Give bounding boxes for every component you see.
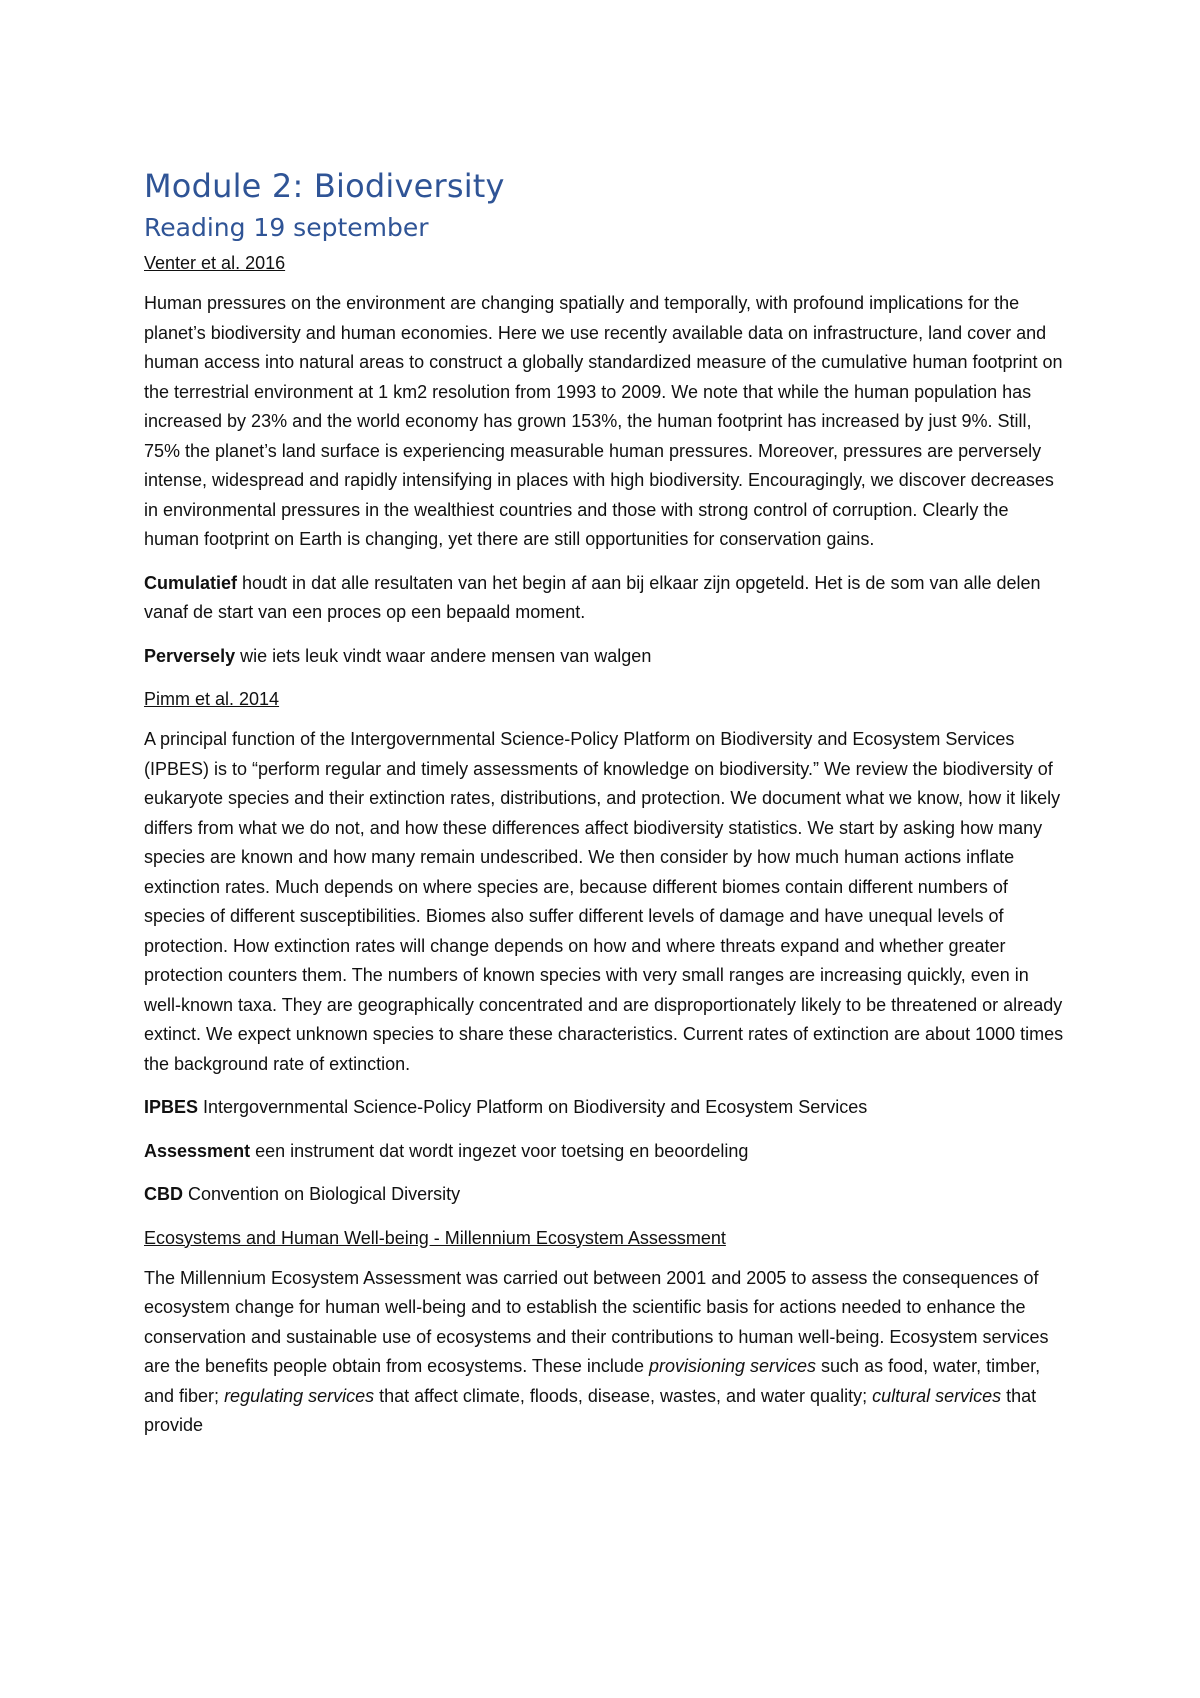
term-definition: een instrument dat wordt ingezet voor toetsing en beoordeling xyxy=(250,1140,749,1161)
term-cumulatief xyxy=(144,569,1064,628)
mea-text-2: such as food, water, timber, and fiber; xyxy=(144,1356,1041,1406)
term-cbd xyxy=(144,1180,1064,1210)
term-definition: houdt in dat alle resultaten van het begin af aan bij elkaar zijn opgeteld. Het is de som van alle delen vanaf de start van een proces op een bepaald moment. xyxy=(144,572,1041,622)
document-title: Module 2: Biodiversity xyxy=(144,167,505,205)
mea-text-4: that provide xyxy=(144,1385,1037,1435)
abstract-venter: Human pressures on the environment are changing spatially and temporally, with profound implications for the planet’s biodiversity and human economies. Here we use recently available data on infrastructure, land cover and human access into natural areas to construct a globally standardized measure of the cumulative human footprint on the terrestrial environment at 1 km2 resolution from 1993 to 2009. We note that while the human population has increased by 23% and the world economy has grown 153%, the human footprint has increased by just 9%. Still, 75% the planet’s land surface is experiencing measurable human pressures. Moreover, pressures are perversely intense, widespread and rapidly intensifying in places with high biodiversity. Encouragingly, we discover decreases in environmental pressures in the wealthiest countries and those with strong control of corruption. Clearly the human footprint on Earth is changing, yet there are still opportunities for conservation gains. xyxy=(144,293,1063,549)
term-label: Perversely xyxy=(144,645,236,666)
mea-italic-cultural: cultural services xyxy=(872,1385,1002,1406)
section-heading-mea: Ecosystems and Human Well-being - Millennium Ecosystem Assessment xyxy=(144,1227,726,1248)
mea-text-1: The Millennium Ecosystem Assessment was carried out between 2001 and 2005 to assess the consequences of ecosystem change for human well-being and to establish the scientific basis for actions needed to enhance the conservation and sustainable use of ecosystems and their contributions to human well-being. Ecosystem services are the benefits people obtain from ecosystems. These include xyxy=(144,1267,1049,1376)
term-label: CBD xyxy=(144,1184,183,1204)
term-definition: Convention on Biological Diversity xyxy=(183,1184,461,1204)
section-heading-pimm: Pimm et al. 2014 xyxy=(144,689,280,709)
term-assessment xyxy=(144,1137,1064,1167)
term-definition: wie iets leuk vindt waar andere mensen van walgen xyxy=(235,645,652,666)
term-label: Assessment xyxy=(144,1140,251,1161)
mea-italic-regulating: regulating services xyxy=(224,1385,375,1406)
mea-italic-provisioning: provisioning services xyxy=(648,1356,817,1376)
term-label: IPBES xyxy=(144,1097,199,1117)
section-heading-venter: Venter et al. 2016 xyxy=(144,253,286,273)
abstract-pimm: A principal function of the Intergovernmental Science-Policy Platform on Biodiversity and Ecosystem Services (IPBES) is to “perform regular and timely assessments of knowledge on biodiversity.” We review the biodiversity of eukaryote species and their extinction rates, distributions, and protection. We document what we know, how it likely differs from what we do not, and how these differences affect biodiversity statistics. We start by asking how many species are known and how many remain undescribed. We then consider by how much human actions inflate extinction rates. Much depends on where species are, because different biomes contain different numbers of species of different susceptibilities. Biomes also suffer different levels of damage and have unequal levels of protection. How extinction rates will change depends on how and where threats expand and whether greater protection counters them. The numbers of known species with very small ranges are increasing quickly, even in well-known taxa. They are geographically concentrated and are disproportionately likely to be threatened or already extinct. We expect unknown species to share these characteristics. Current rates of extinction are about 1000 times the background rate of extinction. xyxy=(144,729,1064,1074)
term-definition: Intergovernmental Science-Policy Platform on Biodiversity and Ecosystem Services xyxy=(198,1097,868,1117)
document-subtitle: Reading 19 september xyxy=(144,213,429,242)
term-ipbes xyxy=(144,1093,1064,1123)
abstract-mea xyxy=(144,1264,1064,1441)
term-perversely xyxy=(144,642,1064,672)
mea-text-3: that affect climate, floods, disease, wastes, and water quality; xyxy=(374,1385,873,1406)
term-label: Cumulatief xyxy=(144,572,238,593)
